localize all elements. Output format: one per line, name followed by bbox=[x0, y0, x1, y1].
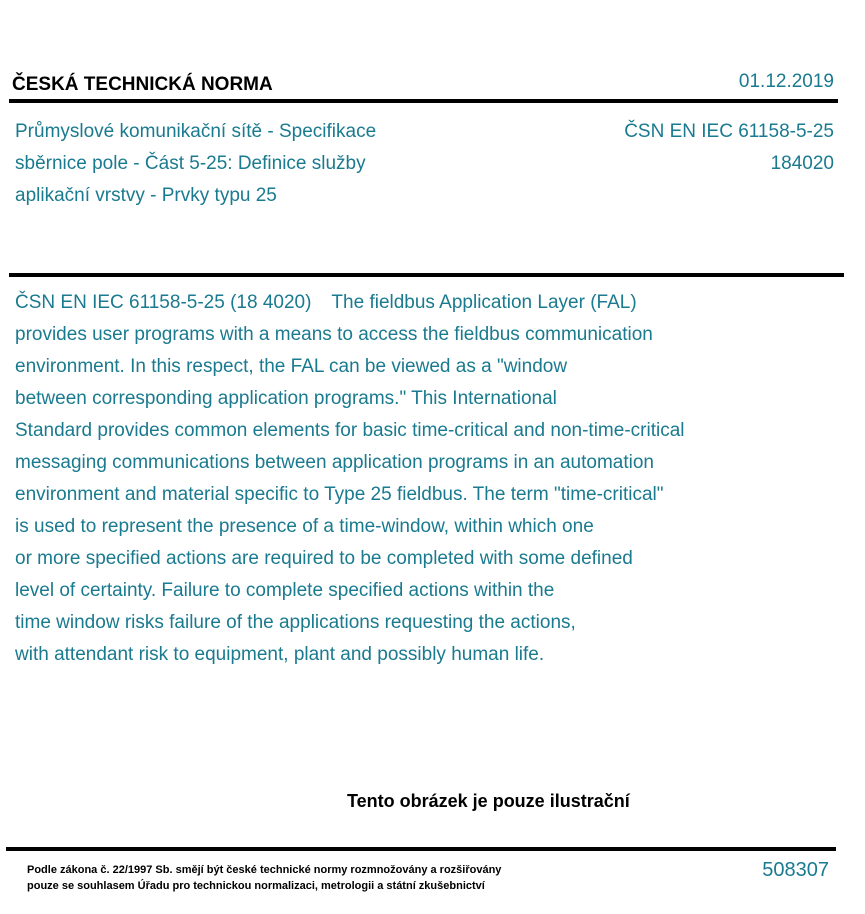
norm-title: ČESKÁ TECHNICKÁ NORMA bbox=[12, 74, 273, 95]
standard-title-line: aplikační vrstvy - Prvky typu 25 bbox=[15, 185, 277, 206]
abstract-line: level of certainty. Failure to complete specified actions within the bbox=[15, 580, 555, 601]
abstract-line: is used to represent the presence of a time-window, within which one bbox=[15, 516, 594, 537]
abstract-line: or more specified actions are required to be completed with some defined bbox=[15, 548, 633, 569]
top-divider bbox=[9, 99, 838, 103]
standard-designation: ČSN EN IEC 61158-5-25 bbox=[624, 121, 834, 142]
standard-title-line: Průmyslové komunikační sítě - Specifikace bbox=[15, 121, 377, 142]
bottom-divider bbox=[6, 847, 836, 851]
abstract-line: with attendant risk to equipment, plant and possibly human life. bbox=[15, 644, 545, 665]
classification-code: 184020 bbox=[770, 153, 834, 174]
legal-notice-line: Podle zákona č. 22/1997 Sb. smějí být české technické normy rozmnožovány a rozšiřovány bbox=[27, 864, 502, 876]
abstract-line: provides user programs with a means to access the fieldbus communication bbox=[15, 324, 653, 345]
standard-codes bbox=[624, 116, 834, 180]
abstract bbox=[15, 287, 684, 671]
middle-divider bbox=[9, 273, 844, 277]
legal-notice bbox=[27, 862, 501, 894]
illustration-note: Tento obrázek je pouze ilustrační bbox=[347, 791, 630, 811]
abstract-first-line bbox=[15, 287, 684, 319]
legal-notice-line: pouze se souhlasem Úřadu pro technickou normalizaci, metrologii a státní zkušebnictví bbox=[27, 880, 485, 892]
abstract-line: environment and material specific to Type 25 fieldbus. The term "time-critical" bbox=[15, 484, 664, 505]
abstract-line: environment. In this respect, the FAL can be viewed as a "window bbox=[15, 356, 568, 377]
abstract-line: time window risks failure of the applications requesting the actions, bbox=[15, 612, 576, 633]
abstract-line: Standard provides common elements for basic time-critical and non-time-critical bbox=[15, 420, 685, 441]
document-number: 508307 bbox=[762, 859, 829, 881]
abstract-line: between corresponding application programs." This International bbox=[15, 388, 557, 409]
standard-title bbox=[15, 116, 475, 212]
abstract-reference: ČSN EN IEC 61158-5-25 (18 4020) bbox=[15, 292, 312, 313]
abstract-line: The fieldbus Application Layer (FAL) bbox=[331, 292, 637, 313]
standard-title-line: sběrnice pole - Část 5-25: Definice služby bbox=[15, 153, 366, 174]
abstract-line: messaging communications between application programs in an automation bbox=[15, 452, 654, 473]
publication-date: 01.12.2019 bbox=[738, 71, 834, 92]
